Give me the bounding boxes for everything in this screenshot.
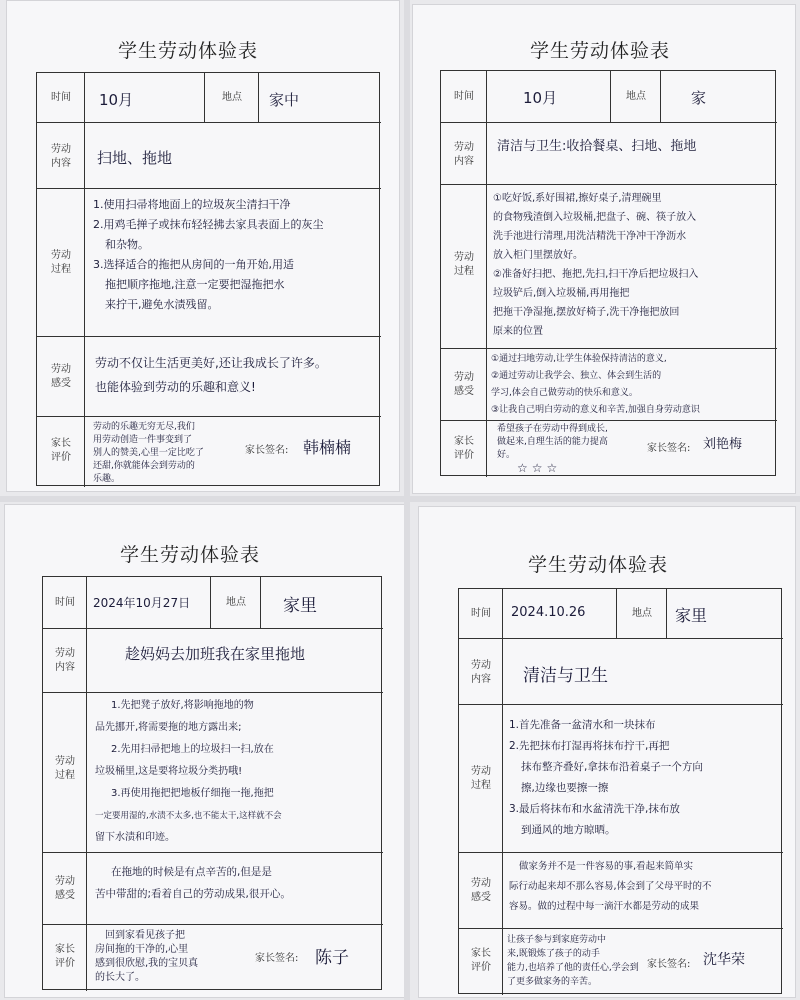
- parent-line: 还甜,你就能体会到劳动的: [93, 461, 195, 471]
- parent-line: 能力,也培养了他的责任心,学会到: [507, 963, 639, 973]
- signature-label: 家长签名:: [647, 443, 691, 454]
- time-label: 时间: [55, 597, 75, 608]
- feeling-line: 容易。做的过程中每一滴汗水都是劳动的成果: [509, 901, 700, 912]
- feeling-text: [95, 861, 381, 905]
- worksheet-1: [6, 0, 400, 492]
- place-label: 地点: [226, 597, 246, 608]
- feeling-text: [491, 351, 775, 419]
- feeling-line: 劳动不仅让生活更美好,还让我成长了许多。: [95, 356, 327, 370]
- process-line: 1.先把凳子放好,将影响拖地的物: [111, 700, 254, 711]
- content-value-cell: [487, 123, 777, 185]
- content-value: 清洁与卫生: [523, 666, 608, 686]
- process-line: 拖把顺序拖地,注意一定要把湿拖把水: [105, 278, 285, 291]
- time-value: 10月: [523, 89, 558, 107]
- parent-line: 房间拖的干净的,心里: [95, 944, 189, 955]
- process-line: 垃圾铲后,倒入垃圾桶,再用拖把: [493, 288, 630, 299]
- signature-value: 韩楠楠: [303, 438, 352, 457]
- place-value: 家里: [675, 606, 708, 625]
- feeling-line: ③让我自己明白劳动的意义和辛苦,加强自身劳动意识: [491, 405, 700, 415]
- parent-line: 希望孩子在劳动中得到成长,: [497, 424, 608, 434]
- process-line: ①吃好饭,系好围裙,擦好桌子,清理碗里: [493, 193, 662, 204]
- parent-comment: [507, 933, 647, 989]
- feeling-line: 学习,体会自己做劳动的快乐和意义。: [491, 388, 638, 398]
- signature-value: 沈华荣: [703, 952, 745, 968]
- process-line: 品先挪开,将需要拖的地方露出来;: [95, 722, 242, 733]
- feeling-text: [95, 351, 379, 399]
- feeling-label: 劳动感受: [55, 876, 75, 901]
- photo-divider-horizontal: [0, 496, 800, 502]
- feeling-line: ②通过劳动让我学会、独立、体会到生活的: [491, 371, 662, 381]
- feeling-line: 也能体验到劳动的乐趣和意义!: [95, 380, 256, 394]
- feeling-text: [509, 857, 781, 917]
- parent-line: 来,既锻炼了孩子的动手: [507, 949, 600, 959]
- place-value: 家: [691, 89, 707, 107]
- feeling-label: 劳动感受: [471, 878, 491, 903]
- time-value: 2024年10月27日: [93, 596, 191, 610]
- time-value: 10月: [99, 91, 134, 109]
- parent-line: 感到很欣慰,我的宝贝真: [95, 958, 199, 969]
- process-line: 放入柜门里摆放好。: [493, 250, 583, 261]
- process-line: 2.先用扫帚把地上的垃圾扫一扫,放在: [111, 744, 274, 755]
- place-label: 地点: [626, 91, 646, 102]
- page-title: 学生劳动体验表: [528, 554, 669, 576]
- content-label: 劳动内容: [51, 144, 71, 169]
- process-line: 3.最后将抹布和水盆清洗干净,抹布放: [509, 803, 680, 815]
- process-line: 洗手池进行清理,用洗洁精洗干净冲干净沥水: [493, 231, 687, 242]
- place-label: 地点: [222, 92, 242, 103]
- worksheet-4: [418, 506, 796, 998]
- parent-label: 家长评价: [454, 436, 474, 461]
- parent-line: 好。: [497, 450, 516, 460]
- feeling-label: 劳动感受: [51, 364, 71, 389]
- place-label: 地点: [632, 608, 652, 619]
- form-table: [42, 576, 382, 990]
- feeling-line: 际行动起来却不那么容易,体会到了父母平时的不: [509, 881, 712, 892]
- process-text: [509, 715, 781, 841]
- process-line: 2.用鸡毛掸子或抹布轻轻拂去家具表面上的灰尘: [93, 218, 324, 231]
- worksheet-2: [412, 4, 796, 494]
- signature-value: 刘艳梅: [703, 437, 743, 452]
- feeling-line: ①通过扫地劳动,让学生体验保持清洁的意义,: [491, 354, 667, 364]
- parent-label: 家长评价: [51, 438, 71, 463]
- process-line: ②准备好扫把、拖把,先扫,扫干净后把垃圾扫入: [493, 269, 699, 280]
- worksheet-3: [4, 504, 408, 998]
- page-title: 学生劳动体验表: [118, 40, 259, 62]
- place-value: 家里: [283, 596, 317, 616]
- process-line: 把拖干净湿拖,摆放好椅子,洗干净拖把放回: [493, 307, 680, 318]
- feeling-label: 劳动感受: [454, 372, 474, 397]
- form-table: [458, 588, 782, 994]
- process-label: 劳动过程: [454, 252, 474, 277]
- process-line: 3.再使用拖把把地板仔细拖一拖,拖把: [111, 788, 274, 799]
- process-line: 原来的位置: [493, 326, 543, 337]
- signature-value: 陈子: [315, 948, 349, 968]
- parent-line: 乐趣。: [93, 474, 121, 484]
- process-text: [95, 695, 381, 849]
- process-line: 到通风的地方晾晒。: [521, 824, 616, 836]
- process-line: 的食物残渣倒入垃圾桶,把盘子、碗、筷子放入: [493, 212, 697, 223]
- content-value: 清洁与卫生:收拾餐桌、扫地、拖地: [497, 139, 697, 154]
- feeling-line: 苦中带甜的;看着自己的劳动成果,很开心。: [95, 888, 291, 900]
- parent-comment: [93, 421, 243, 486]
- signature-label: 家长签名:: [647, 959, 691, 970]
- rating-stars: ☆☆☆: [517, 461, 562, 475]
- signature-label: 家长签名:: [245, 445, 289, 456]
- content-label: 劳动内容: [55, 648, 75, 673]
- content-label: 劳动内容: [471, 660, 491, 685]
- parent-line: 用劳动创造一件事变到了: [93, 435, 193, 445]
- place-value-cell: [261, 577, 383, 629]
- parent-label: 家长评价: [471, 948, 491, 973]
- parent-line: 了更多做家务的辛苦。: [507, 977, 598, 987]
- process-label: 劳动过程: [55, 756, 75, 781]
- content-value: 趁妈妈去加班我在家里拖地: [125, 645, 306, 663]
- page-title: 学生劳动体验表: [530, 40, 671, 62]
- process-line: 留下水渍和印迹。: [95, 832, 175, 843]
- process-label: 劳动过程: [51, 250, 71, 275]
- form-table: [36, 72, 380, 486]
- process-line: 垃圾桶里,这是要将垃圾分类扔哦!: [95, 766, 243, 777]
- time-label: 时间: [454, 91, 474, 102]
- parent-line: 劳动的乐趣无穷无尽,我们: [93, 422, 195, 432]
- process-line: 2.先把抹布打湿再将抹布拧干,再把: [509, 740, 670, 752]
- parent-label: 家长评价: [55, 944, 75, 969]
- signature-label: 家长签名:: [255, 953, 299, 964]
- content-label: 劳动内容: [454, 142, 474, 167]
- time-label: 时间: [51, 92, 71, 103]
- content-value: 扫地、拖地: [97, 149, 173, 167]
- page-title: 学生劳动体验表: [120, 544, 261, 566]
- parent-line: 做起来,自理生活的能力提高: [497, 437, 608, 447]
- parent-comment: [497, 423, 647, 462]
- feeling-line: 做家务并不是一件容易的事,看起来简单实: [519, 861, 694, 872]
- process-line: 1.使用扫帚将地面上的垃圾灰尘清扫干净: [93, 198, 291, 211]
- process-text: [493, 189, 775, 341]
- process-line: 一定要用湿的,水渍不太多,也不能太干,这样就不会: [95, 811, 282, 821]
- parent-line: 回到家看见孩子把: [105, 930, 185, 941]
- process-line: 3.选择适合的拖把从房间的一角开始,用适: [93, 258, 294, 271]
- process-line: 和杂物。: [105, 238, 149, 251]
- parent-line: 让孩子参与到家庭劳动中: [507, 935, 607, 945]
- process-text: [93, 195, 377, 315]
- place-value: 家中: [269, 91, 300, 109]
- process-line: 擦,边缘也要擦一擦: [521, 782, 609, 794]
- time-label: 时间: [471, 608, 491, 619]
- parent-comment: [95, 929, 255, 985]
- place-value-cell: [661, 71, 777, 123]
- form-table: [440, 70, 776, 476]
- parent-line: 的长大了。: [95, 972, 145, 983]
- process-line: 抹布整齐叠好,拿抹布沿着桌子一个方向: [521, 761, 703, 773]
- parent-line: 别人的赞美,心里一定比吃了: [93, 448, 204, 458]
- process-line: 来拧干,避免水渍残留。: [105, 298, 219, 311]
- feeling-line: 在拖地的时候是有点辛苦的,但是是: [111, 866, 272, 878]
- process-line: 1.首先准备一盆清水和一块抹布: [509, 719, 656, 731]
- time-value: 2024.10.26: [511, 605, 586, 620]
- process-label: 劳动过程: [471, 766, 491, 791]
